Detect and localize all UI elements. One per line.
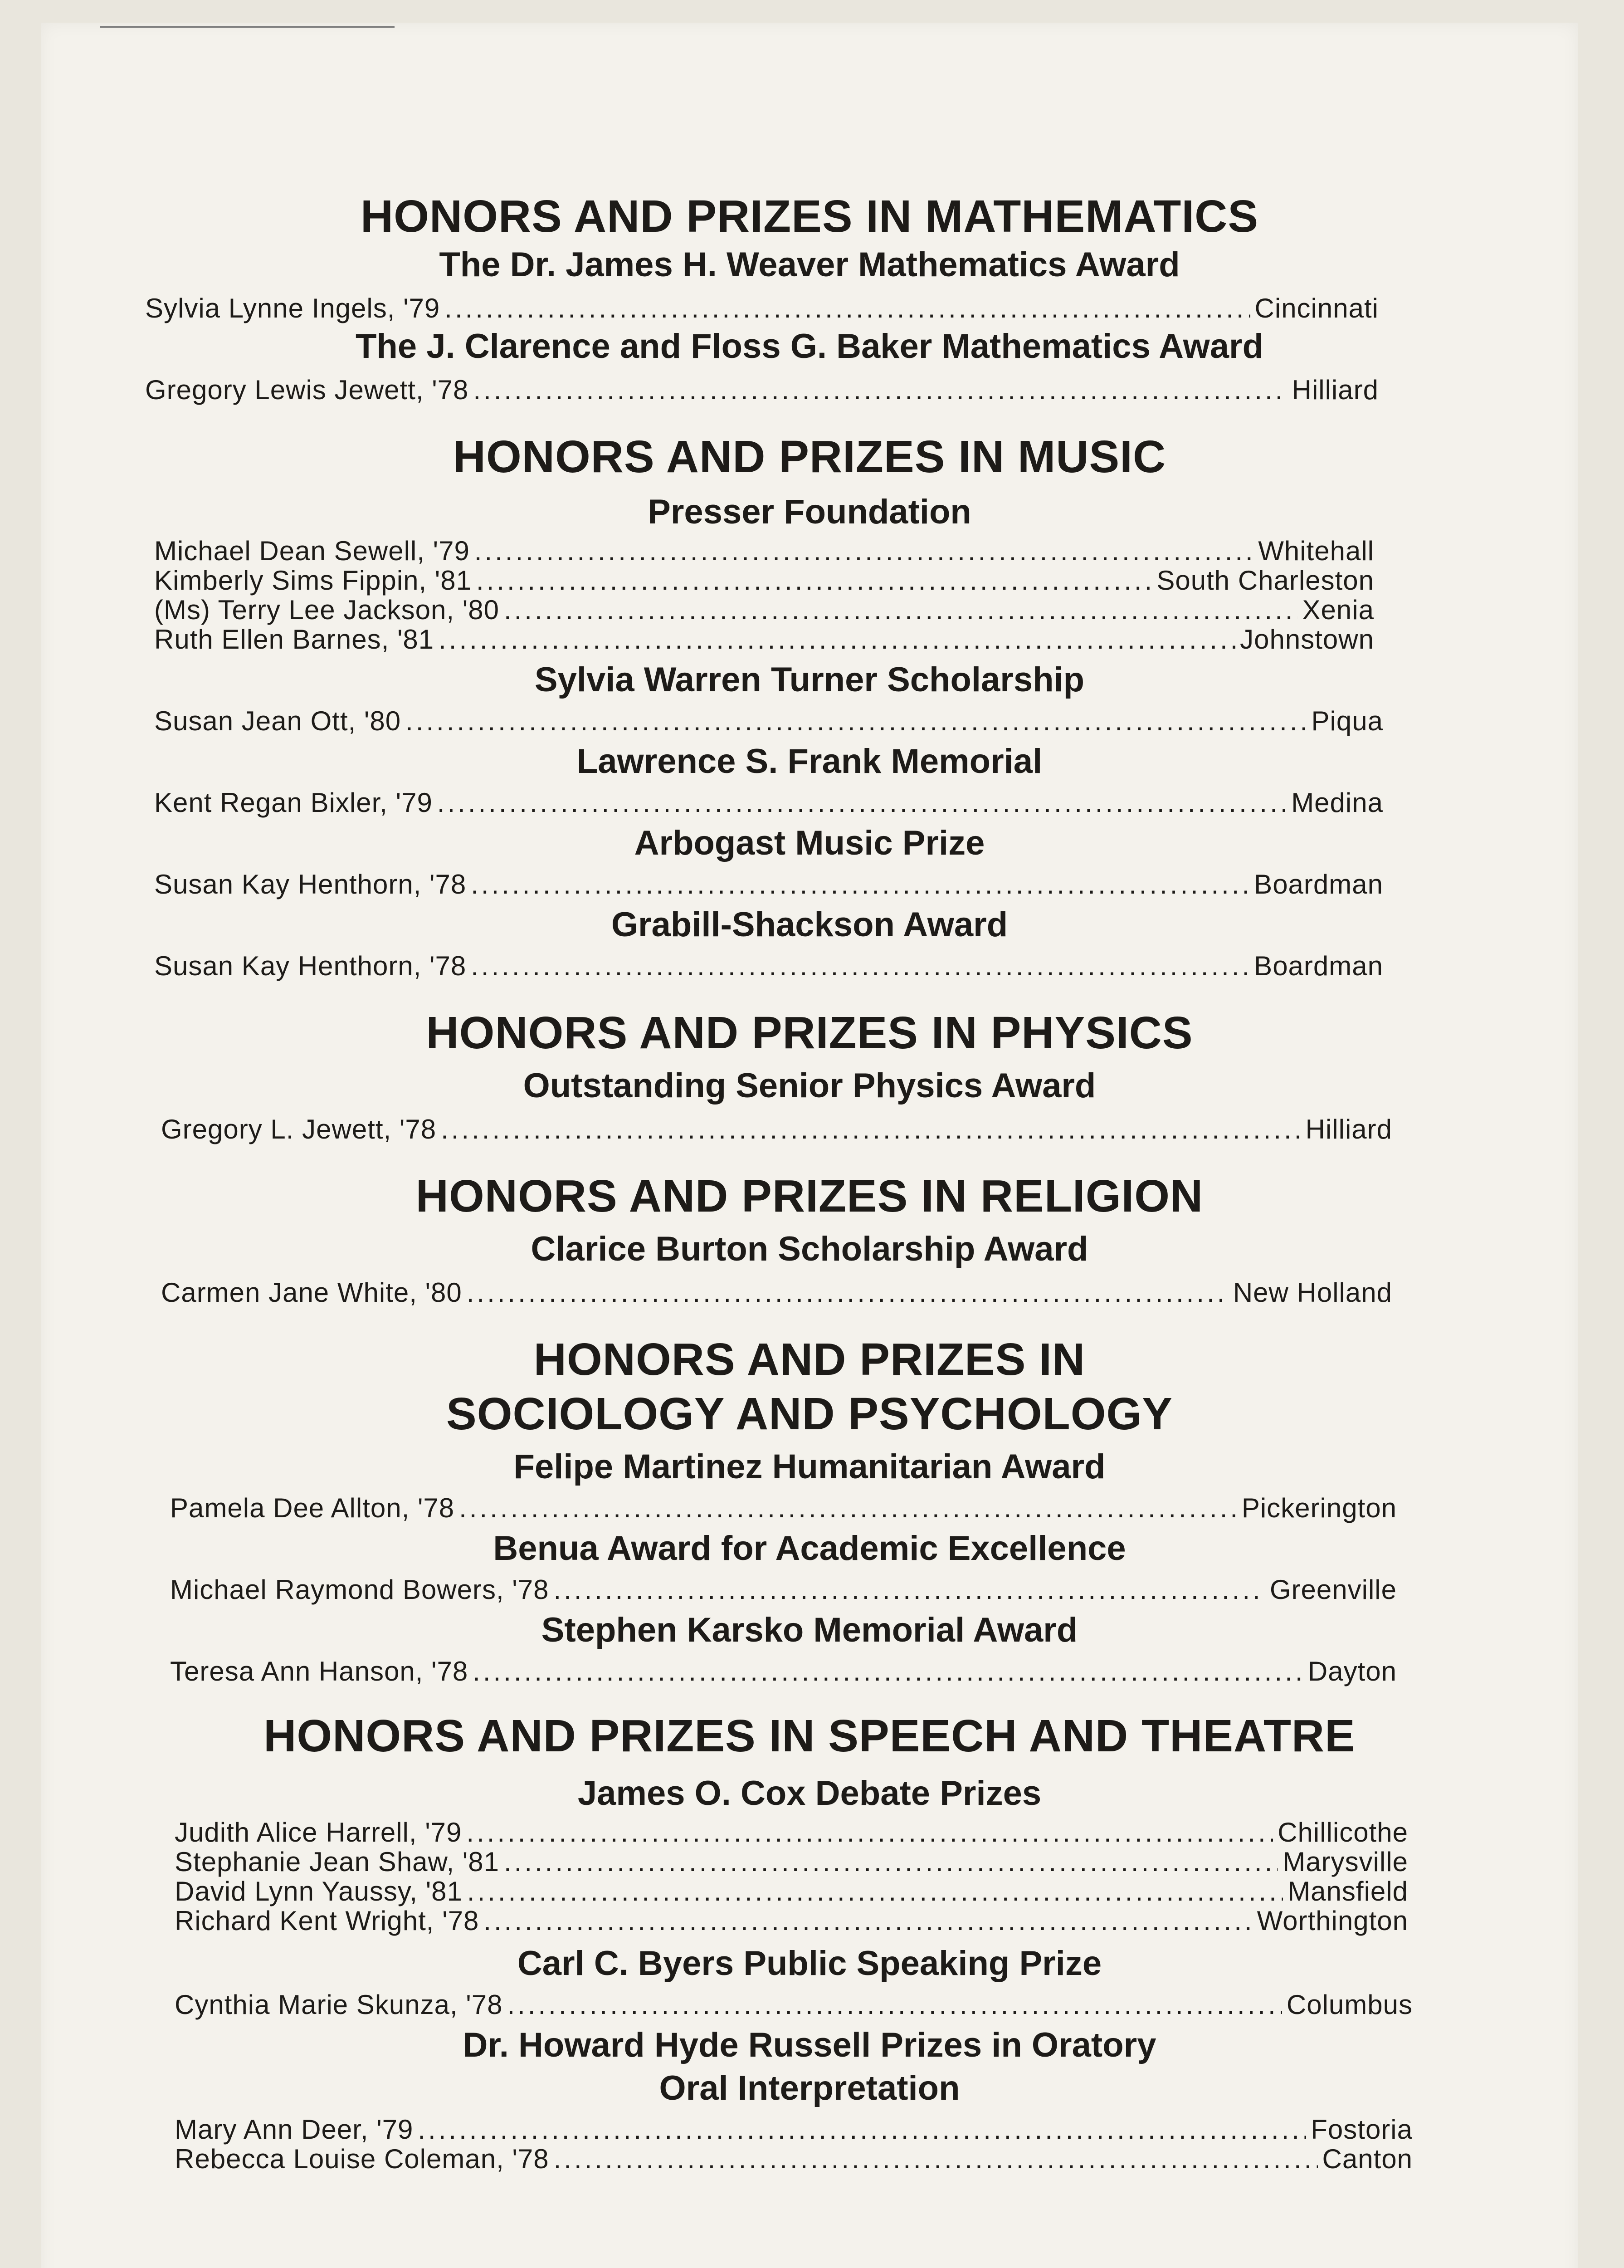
entry-place: Boardman xyxy=(1254,951,1383,981)
entry-place: Marysville xyxy=(1283,1847,1408,1877)
leader-dots xyxy=(471,869,1249,900)
award-karsko-memorial: Stephen Karsko Memorial Award xyxy=(541,1611,1078,1649)
entry-row xyxy=(161,1114,1392,1145)
entry-row xyxy=(145,293,1379,324)
entry-place: Johnstown xyxy=(1240,624,1374,655)
entry-row xyxy=(175,2143,1413,2175)
entry-row xyxy=(175,1846,1408,1877)
entry-row xyxy=(154,950,1383,982)
entry-name: (Ms) Terry Lee Jackson, '80 xyxy=(154,595,499,625)
entry-name: Michael Dean Sewell, '79 xyxy=(154,536,470,566)
leader-dots xyxy=(553,1574,1265,1605)
entry-place: Cincinnati xyxy=(1254,293,1379,323)
entry-place: Greenville xyxy=(1269,1574,1397,1605)
entry-place: Whitehall xyxy=(1258,536,1374,566)
entry-place: Worthington xyxy=(1257,1906,1408,1936)
entry-name: Susan Kay Henthorn, '78 xyxy=(154,951,467,981)
heading-music: HONORS AND PRIZES IN MUSIC xyxy=(453,431,1166,482)
entry-place: Xenia xyxy=(1302,595,1374,625)
entry-row xyxy=(154,565,1374,596)
leader-dots xyxy=(504,1846,1278,1877)
entry-row xyxy=(175,1876,1408,1907)
entry-place: Medina xyxy=(1291,787,1383,818)
entry-place: Fostoria xyxy=(1311,2114,1413,2145)
entry-name: David Lynn Yaussy, '81 xyxy=(175,1876,463,1906)
leader-dots xyxy=(418,2114,1306,2145)
entry-name: Sylvia Lynne Ingels, '79 xyxy=(145,293,440,323)
entry-name: Mary Ann Deer, '79 xyxy=(175,2114,414,2145)
entry-name: Gregory L. Jewett, '78 xyxy=(161,1114,437,1144)
entry-name: Ruth Ellen Barnes, '81 xyxy=(154,624,434,655)
entry-place: Mansfield xyxy=(1287,1876,1408,1906)
entry-place: Canton xyxy=(1322,2144,1413,2174)
leader-dots xyxy=(507,1989,1282,2020)
heading-speech-theatre: HONORS AND PRIZES IN SPEECH AND THEATRE xyxy=(263,1711,1356,1761)
entry-row xyxy=(154,535,1374,567)
entry-place: Chillicothe xyxy=(1278,1817,1408,1848)
award-byers-public-speaking: Carl C. Byers Public Speaking Prize xyxy=(517,1944,1102,1983)
entry-row xyxy=(175,1905,1408,1936)
entry-row xyxy=(154,594,1374,626)
award-baker-mathematics: The J. Clarence and Floss G. Baker Mathematics Award xyxy=(355,327,1264,366)
leader-dots xyxy=(483,1905,1252,1936)
leader-dots xyxy=(467,1277,1229,1308)
award-oral-interpretation: Oral Interpretation xyxy=(659,2069,960,2107)
award-arbogast-music: Arbogast Music Prize xyxy=(634,824,985,862)
entry-place: Pickerington xyxy=(1241,1493,1397,1523)
entry-row xyxy=(175,1817,1408,1848)
award-cox-debate: James O. Cox Debate Prizes xyxy=(577,1774,1042,1813)
leader-dots xyxy=(504,594,1298,626)
award-burton-scholarship: Clarice Burton Scholarship Award xyxy=(531,1230,1088,1268)
entry-name: Kimberly Sims Fippin, '81 xyxy=(154,565,472,596)
award-senior-physics: Outstanding Senior Physics Award xyxy=(523,1066,1096,1105)
leader-dots xyxy=(466,1817,1273,1848)
leader-dots xyxy=(473,374,1287,406)
entry-name: Stephanie Jean Shaw, '81 xyxy=(175,1847,499,1877)
heading-sociology-line1: HONORS AND PRIZES IN xyxy=(533,1334,1086,1385)
entry-row xyxy=(175,2114,1413,2145)
entry-place: Piqua xyxy=(1311,706,1383,736)
top-rule xyxy=(100,26,395,28)
entry-name: Susan Jean Ott, '80 xyxy=(154,706,401,736)
award-weaver-mathematics: The Dr. James H. Weaver Mathematics Award xyxy=(439,245,1180,284)
leader-dots xyxy=(405,705,1307,737)
entry-name: Kent Regan Bixler, '79 xyxy=(154,787,433,818)
entry-place: New Holland xyxy=(1233,1277,1392,1308)
entry-name: Cynthia Marie Skunza, '78 xyxy=(175,1989,503,2020)
heading-mathematics: HONORS AND PRIZES IN MATHEMATICS xyxy=(360,191,1259,242)
award-presser-foundation: Presser Foundation xyxy=(648,493,971,531)
award-benua-excellence: Benua Award for Academic Excellence xyxy=(493,1529,1126,1568)
leader-dots xyxy=(444,293,1250,324)
leader-dots xyxy=(441,1114,1301,1145)
entry-row xyxy=(170,1492,1397,1524)
entry-name: Rebecca Louise Coleman, '78 xyxy=(175,2144,549,2174)
award-turner-scholarship: Sylvia Warren Turner Scholarship xyxy=(534,660,1085,699)
leader-dots xyxy=(459,1492,1237,1524)
award-grabill-shackson: Grabill-Shackson Award xyxy=(611,905,1008,944)
entry-name: Richard Kent Wright, '78 xyxy=(175,1906,479,1936)
entry-name: Susan Kay Henthorn, '78 xyxy=(154,869,467,899)
heading-religion: HONORS AND PRIZES IN RELIGION xyxy=(415,1171,1204,1222)
award-frank-memorial: Lawrence S. Frank Memorial xyxy=(576,742,1043,781)
entry-name: Judith Alice Harrell, '79 xyxy=(175,1817,462,1848)
leader-dots xyxy=(439,624,1235,655)
entry-row xyxy=(145,374,1379,406)
entry-name: Gregory Lewis Jewett, '78 xyxy=(145,375,469,405)
leader-dots xyxy=(473,1656,1303,1687)
entry-place: Boardman xyxy=(1254,869,1383,899)
entry-row xyxy=(170,1656,1397,1687)
entry-place: Dayton xyxy=(1307,1656,1397,1686)
entry-place: Hilliard xyxy=(1305,1114,1392,1144)
leader-dots xyxy=(474,535,1253,567)
entry-row xyxy=(175,1989,1413,2020)
entry-place: Hilliard xyxy=(1292,375,1379,405)
document-page xyxy=(41,23,1578,2268)
heading-sociology-line2: SOCIOLOGY AND PSYCHOLOGY xyxy=(446,1388,1173,1439)
leader-dots xyxy=(554,2143,1318,2175)
entry-place: Columbus xyxy=(1286,1989,1413,2020)
leader-dots xyxy=(471,950,1249,982)
award-martinez-humanitarian: Felipe Martinez Humanitarian Award xyxy=(513,1447,1106,1486)
heading-physics: HONORS AND PRIZES IN PHYSICS xyxy=(426,1007,1193,1058)
entry-row xyxy=(154,624,1374,655)
entry-name: Michael Raymond Bowers, '78 xyxy=(170,1574,549,1605)
leader-dots xyxy=(467,1876,1283,1907)
entry-row xyxy=(154,787,1383,818)
entry-row xyxy=(154,705,1383,737)
entry-row xyxy=(154,869,1383,900)
leader-dots xyxy=(437,787,1287,818)
entry-name: Carmen Jane White, '80 xyxy=(161,1277,462,1308)
entry-row xyxy=(170,1574,1397,1605)
entry-row xyxy=(161,1277,1392,1308)
leader-dots xyxy=(476,565,1152,596)
entry-name: Pamela Dee Allton, '78 xyxy=(170,1493,455,1523)
entry-name: Teresa Ann Hanson, '78 xyxy=(170,1656,468,1686)
entry-place: South Charleston xyxy=(1156,565,1374,596)
award-russell-oratory: Dr. Howard Hyde Russell Prizes in Oratory xyxy=(463,2026,1156,2064)
